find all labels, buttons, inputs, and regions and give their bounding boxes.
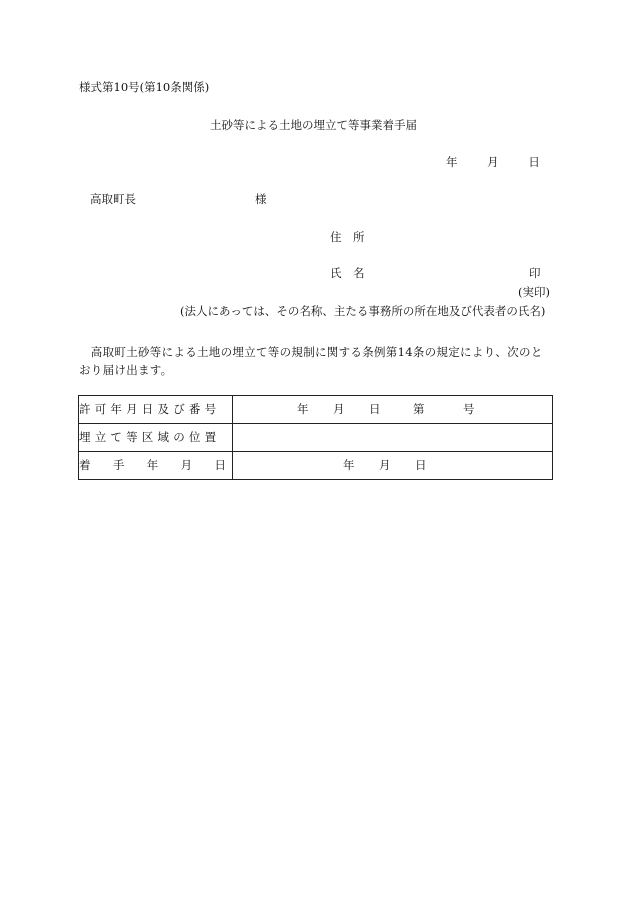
start-label-part: 手 xyxy=(112,457,125,472)
location-label: 埋立て等区域の位置 xyxy=(79,424,233,452)
day-label: 日 xyxy=(528,155,540,169)
body-text: 高取町土砂等による土地の埋立て等の規制に関する条例第14条の規定により、次のとおり届け出ます。 xyxy=(79,345,543,377)
seal-note: (実印) xyxy=(518,285,550,299)
form-number: 様式第10号(第10条関係) xyxy=(79,80,210,94)
table-row xyxy=(79,452,553,480)
addressee-honorific: 様 xyxy=(255,192,267,206)
location-value-cell[interactable] xyxy=(233,424,553,452)
start-month: 月 xyxy=(379,458,391,472)
permit-day: 日 xyxy=(369,402,381,416)
year-label: 年 xyxy=(446,155,458,169)
start-label-part: 着 xyxy=(79,457,91,472)
table-row xyxy=(79,396,553,424)
start-day: 日 xyxy=(415,458,427,472)
name-label: 氏 名 xyxy=(330,266,365,280)
submission-date xyxy=(446,157,540,169)
seal-label: 印 xyxy=(529,266,541,280)
start-date-label xyxy=(79,452,233,480)
permit-year: 年 xyxy=(297,402,309,416)
address-label: 住 所 xyxy=(330,230,365,244)
start-label-part: 月 xyxy=(180,457,193,472)
corporate-note: (法人にあっては、その名称、主たる事務所の所在地及び代表者の氏名) xyxy=(180,304,546,318)
start-label-part: 年 xyxy=(146,457,159,472)
document-title: 土砂等による土地の埋立て等事業着手届 xyxy=(210,118,417,132)
permit-label: 許可年月日及び番号 xyxy=(79,396,233,424)
start-date-value-cell[interactable] xyxy=(233,452,553,480)
permit-value-cell[interactable] xyxy=(233,396,553,424)
permit-month: 月 xyxy=(333,402,345,416)
permit-number-suffix: 号 xyxy=(463,402,475,416)
month-label: 月 xyxy=(487,155,499,169)
form-table xyxy=(78,395,553,480)
start-label-part: 日 xyxy=(214,457,226,472)
permit-number-prefix: 第 xyxy=(413,402,425,416)
start-year: 年 xyxy=(343,458,355,472)
addressee-name: 高取町長 xyxy=(90,192,136,206)
table-row xyxy=(79,424,553,452)
